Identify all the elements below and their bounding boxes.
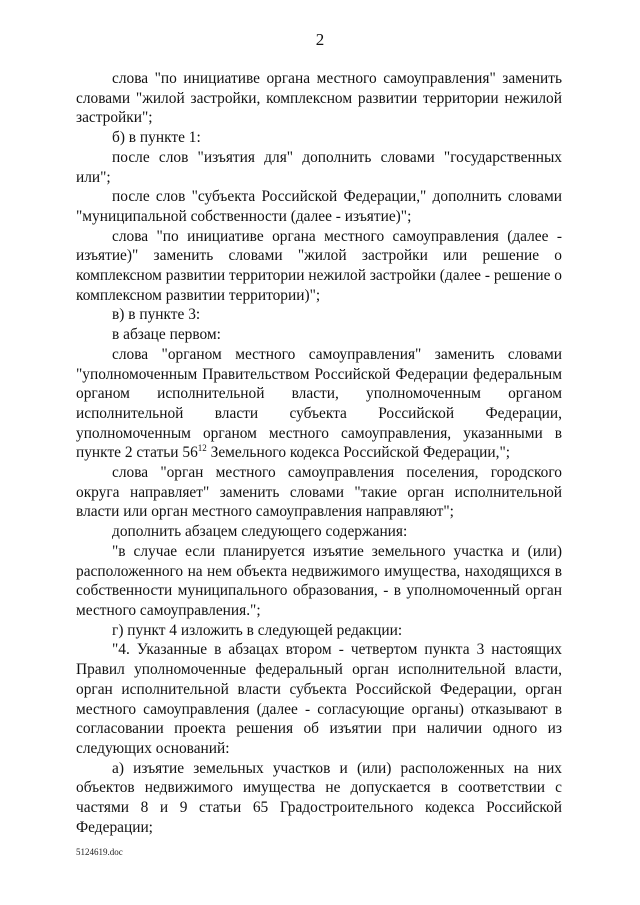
- paragraph: б) в пункте 1:: [112, 129, 201, 147]
- paragraph: "в случае если планируется изъятие земельного участка и (или) расположенного на нем объекта недвижимого имущества, находящихся в собственности муниципального образования, - в уполномоченный орган местного самоуправления.";: [76, 542, 562, 619]
- paragraph: дополнить абзацем следующего содержания:: [112, 523, 408, 541]
- paragraph-text: слова "органом местного самоуправления" заменить словами "уполномоченным Правительством Российской Федерации федеральным органом исполнительной власти, уполномоченным органом исполнительной власти субъекта Российской Федерации, уполномоченным органом местного самоуправления, указанными в пункте 2 статьи 56: [76, 345, 562, 462]
- document-body: [76, 69, 562, 837]
- paragraph: слова "орган местного самоуправления поселения, городского округа направляет" заменить словами "такие орган исполнительной власти или орган местного самоуправления направляют";: [76, 464, 562, 521]
- paragraph: слова "по инициативе органа местного самоуправления (далее - изъятие)" заменить словами "жилой застройки или решение о комплексном развитии территории нежилой застройки (далее - решение о комплексном развитии территории)";: [76, 227, 562, 304]
- paragraph: в) в пункте 3:: [112, 306, 201, 324]
- paragraph: в абзаце первом:: [112, 326, 221, 344]
- page-number: 2: [315, 30, 325, 49]
- paragraph: после слов "изъятия для" дополнить словами "государственных или";: [76, 148, 562, 186]
- paragraph: г) пункт 4 изложить в следующей редакции:: [112, 621, 403, 639]
- superscript: 12: [197, 443, 207, 454]
- paragraph: слова "по инициативе органа местного самоуправления" заменить словами "жилой застройки, комплексном развитии территории нежилой застройки";: [76, 70, 562, 127]
- paragraph-with-superscript: [76, 345, 562, 463]
- paragraph: а) изъятие земельных участков и (или) расположенных на них объектов недвижимого имущества не допускается в соответствии с частями 8 и 9 статьи 65 Градостроительного кодекса Российской Федерации;: [76, 759, 562, 836]
- file-reference: 5124619.doc: [76, 847, 123, 857]
- paragraph-text: Земельного кодекса Российской Федерации,";: [206, 444, 511, 462]
- paragraph: после слов "субъекта Российской Федерации," дополнить словами "муниципальной собственности (далее - изъятие)";: [76, 188, 562, 225]
- paragraph: "4. Указанные в абзацах втором - четвертом пункта 3 настоящих Правил уполномоченные федеральный орган исполнительной власти, орган исполнительной власти субъекта Российской Федерации, орган местного самоуправления (далее - согласующие органы) отказывают в согласовании проекта решения об изъятии при наличии одного из следующих оснований:: [76, 641, 562, 757]
